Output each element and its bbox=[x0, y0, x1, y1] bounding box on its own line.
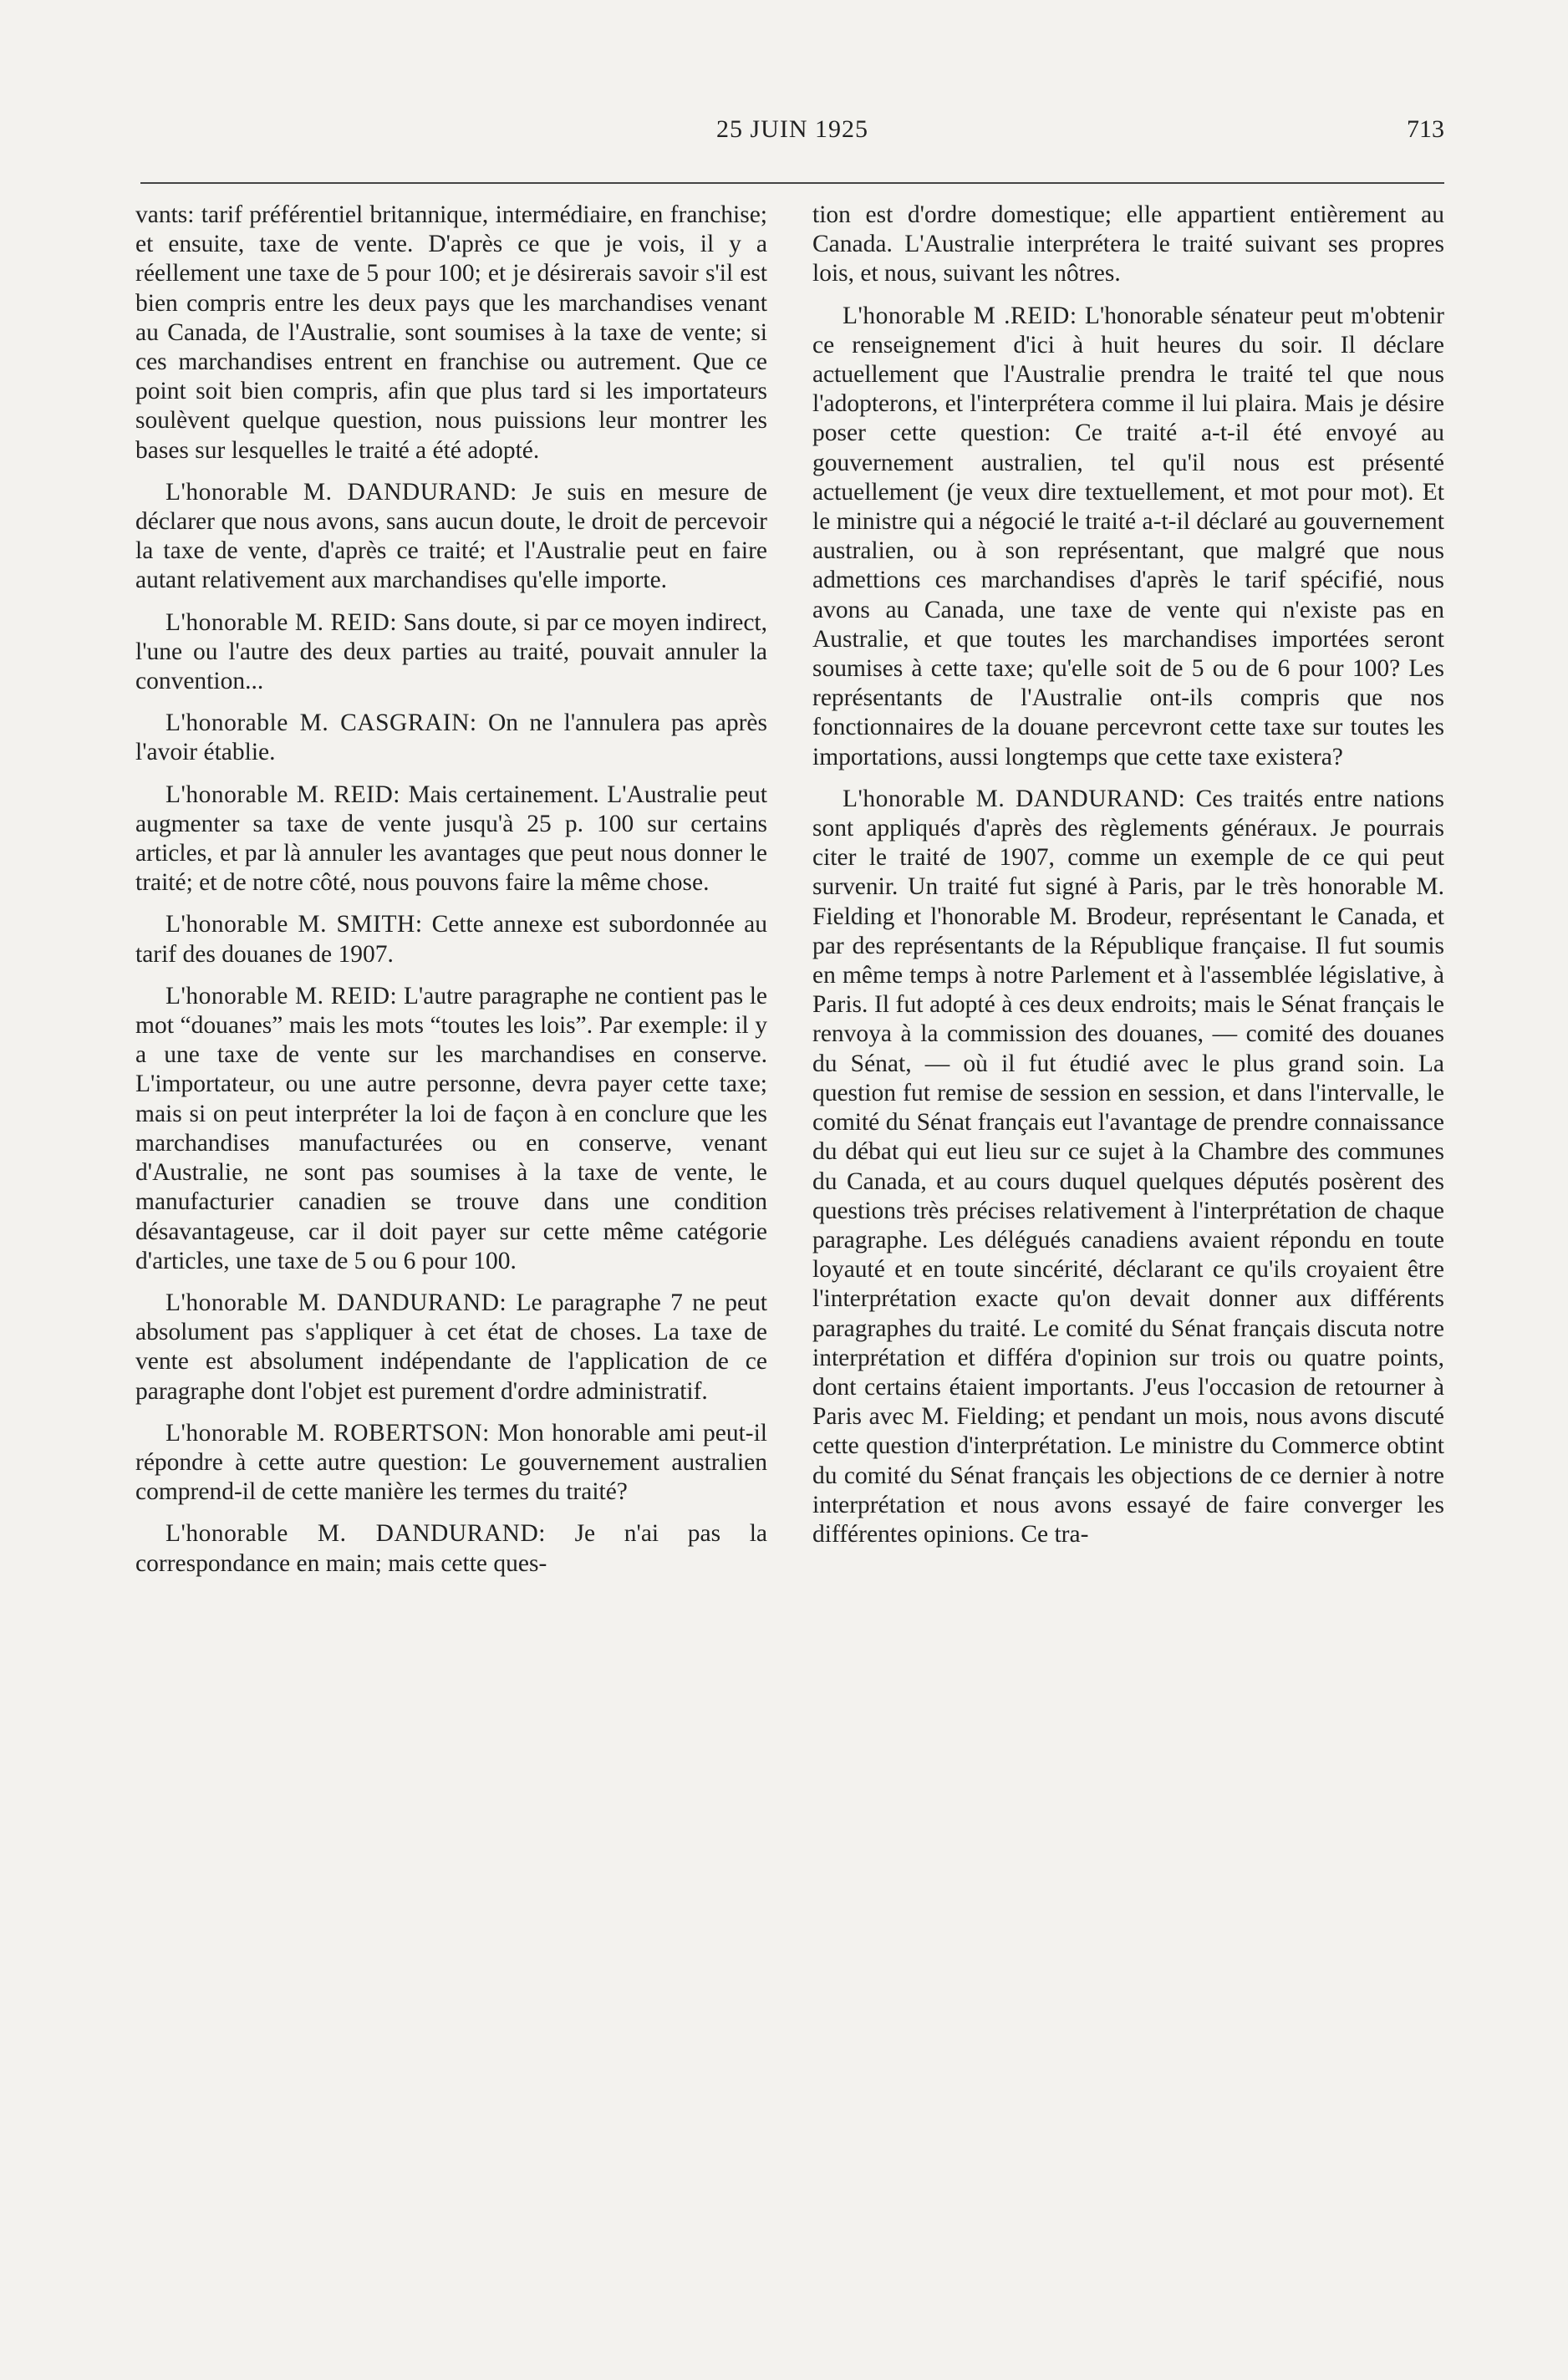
paragraph-text: tion est d'ordre domestique; elle appartient entièrement au Canada. L'Australie interprétera le traité suivant ses propres lois, et nous, suivant les nôtres. bbox=[812, 201, 1444, 287]
paragraph-text: Ces traités entre nations sont appliqués d'après des règlements généraux. Je pourrais citer le traité de 1907, comme un exemple de ce qui peut survenir. Un traité fut signé à Paris, par le très honorable M. Fielding et l'honorable M. Brodeur, représentant le Canada, et par des représentants de la République française. Il fut soumis en même temps à notre Parlement et à l'assemblée législative, à Paris. Il fut adopté à ces deux endroits; mais le Sénat français le renvoya à la commission des douanes, — comité des douanes du Sénat, — où il fut étudié avec le plus grand soin. La question fut remise de session en session, et dans l'intervalle, le comité du Sénat français eut l'avantage de prendre connaissance du débat qui eut lieu sur ce sujet à la Chambre des communes du Canada, et au cours duquel quelques députés posèrent des questions très précises relativement à l'interprétation de chaque paragraphe. Les délégués canadiens avaient répondu en toute loyauté et en toute sincérité, déclarant ce qu'ils croyaient être l'interprétation exacte qu'on devait donner aux différents paragraphes du traité. Le comité du Sénat français discuta notre interprétation et différa d'opinion sur trois ou quatre points, dont certains étaient importants. J'eus l'occasion de retourner à Paris avec M. Fielding; et pendant un mois, nous avons discuté cette question d'interprétation. Le ministre du Commerce obtint du comité du Sénat français les objections de ce dernier à notre interprétation et nous avons essayé de faire converger les différentes opinions. Ce tra- bbox=[812, 785, 1444, 1548]
paragraph-text: Je n'ai pas la correspondance en main; mais cette ques- bbox=[135, 1520, 767, 1577]
paragraph bbox=[135, 781, 767, 898]
paragraph bbox=[812, 201, 1444, 289]
paragraph bbox=[135, 608, 767, 697]
paragraph bbox=[812, 785, 1444, 1549]
page-number: 713 bbox=[1407, 115, 1444, 143]
speaker: L'honorable M. REID: bbox=[165, 608, 398, 636]
header-rule bbox=[140, 182, 1444, 184]
paragraph-text: Je suis en mesure de déclarer que nous avons, sans aucun doute, le droit de percevoir la taxe de vente, d'après ce traité; et l'Australie peut en faire autant relativement aux marchandises qu'elle importe. bbox=[135, 478, 767, 594]
speaker: L'honorable M. REID: bbox=[165, 982, 398, 1009]
speaker: L'honorable M. DANDURAND: bbox=[165, 1289, 507, 1316]
paragraph bbox=[135, 1519, 767, 1578]
paragraph-text: L'honorable sénateur peut m'obtenir ce renseignement d'ici à huit heures du soir. Il déclare actuellement que l'Australie prendra le traité tel que nous l'adopterons, et l'interprétera comme il lui plaira. Mais je désire poser cette question: Ce traité a-t-il été envoyé au gouvernement australien, tel qu'il nous est présenté actuellement (je veux dire textuellement, et mot pour mot). Et le ministre qui a négocié le traité a-t-il déclaré au gouvernement australien, ou à son représentant, que malgré que nous admettions ces marchandises d'après le tarif spécifié, nous avons au Canada, une taxe de vente qui n'existe pas en Australie, et que toutes les marchandises importées seront soumises à cette taxe; qu'elle soit de 5 ou de 6 pour 100? Les représentants de l'Australie ont-ils compris que nos fonctionnaires de la douane percevront cette taxe sur toutes les importations, aussi longtemps que cette taxe existera? bbox=[812, 302, 1445, 770]
paragraph bbox=[135, 910, 767, 969]
paragraph-text: On ne l'annulera pas après l'avoir établie. bbox=[135, 709, 767, 766]
page-date: 25 JUIN 1925 bbox=[716, 115, 868, 143]
paragraph-text: Cette annexe est subordonnée au tarif des douanes de 1907. bbox=[135, 911, 767, 968]
speaker: L'honorable M. ROBERTSON: bbox=[165, 1419, 490, 1447]
paragraph bbox=[135, 201, 767, 465]
paragraph bbox=[135, 982, 767, 1276]
paragraph bbox=[135, 1289, 767, 1406]
paragraph-text: Le paragraphe 7 ne peut absolument pas s'appliquer à cet état de choses. La taxe de vente est absolument indépendante de l'application de ce paragraphe dont l'objet est purement d'ordre administratif. bbox=[135, 1289, 767, 1405]
speaker: L'honorable M. REID: bbox=[165, 781, 400, 808]
right-column bbox=[812, 201, 1444, 1562]
paragraph-text: Mais certainement. L'Australie peut augmenter sa taxe de vente jusqu'à 25 p. 100 sur certains articles, et par là annuler les avantages que peut nous donner le traité; et de notre côté, nous pouvons faire la même chose. bbox=[135, 781, 767, 897]
speaker: L'honorable M. DANDURAND: bbox=[843, 785, 1186, 812]
paragraph-text: L'autre paragraphe ne contient pas le mot “douanes” mais les mots “toutes les lois”. Par exemple: il y a une taxe de vente sur les marchandises en conserve. L'importateur, ou une autre personne, devra payer cette taxe; mais si on peut interpréter la loi de façon à en conclure que les marchandises manufacturées ou en conserve, venant d'Australie, ne sont pas soumises à la taxe de vente, le manufacturier canadien se trouve dans une condition désavantageuse, car il doit payer sur cette même catégorie d'articles, une taxe de 5 ou 6 pour 100. bbox=[135, 982, 768, 1274]
left-column bbox=[135, 201, 767, 1591]
paragraph-text: Mon honorable ami peut-il répondre à cette autre question: Le gouvernement australien comprend-il de cette manière les termes du traité? bbox=[135, 1419, 767, 1506]
paragraph-text: Sans doute, si par ce moyen indirect, l'une ou l'autre des deux parties au traité, pouvait annuler la convention... bbox=[135, 608, 767, 695]
paragraph bbox=[135, 478, 767, 596]
paragraph bbox=[135, 709, 767, 767]
speaker: L'honorable M. CASGRAIN: bbox=[165, 709, 477, 737]
speaker: L'honorable M. SMITH: bbox=[165, 911, 423, 938]
paragraph bbox=[812, 302, 1444, 772]
page-header bbox=[140, 115, 1444, 165]
paragraph bbox=[135, 1419, 767, 1508]
speaker: L'honorable M .REID: bbox=[843, 302, 1077, 329]
paragraph-text: vants: tarif préférentiel britannique, intermédiaire, en franchise; et ensuite, taxe de vente. D'après ce que je vois, il y a réellement une taxe de 5 pour 100; et je désirerais savoir s'il est bien compris entre les deux pays que les marchandises venant au Canada, de l'Australie, sont soumises à la taxe de vente; si ces marchandises entrent en franchise ou autrement. Que ce point soit bien compris, afin que plus tard si les importateurs soulèvent quelque question, nous puissions leur montrer les bases sur lesquelles le traité a été adopté. bbox=[135, 201, 767, 464]
speaker: L'honorable M. DANDURAND: bbox=[165, 478, 517, 506]
speaker: L'honorable M. DANDURAND: bbox=[165, 1520, 546, 1548]
